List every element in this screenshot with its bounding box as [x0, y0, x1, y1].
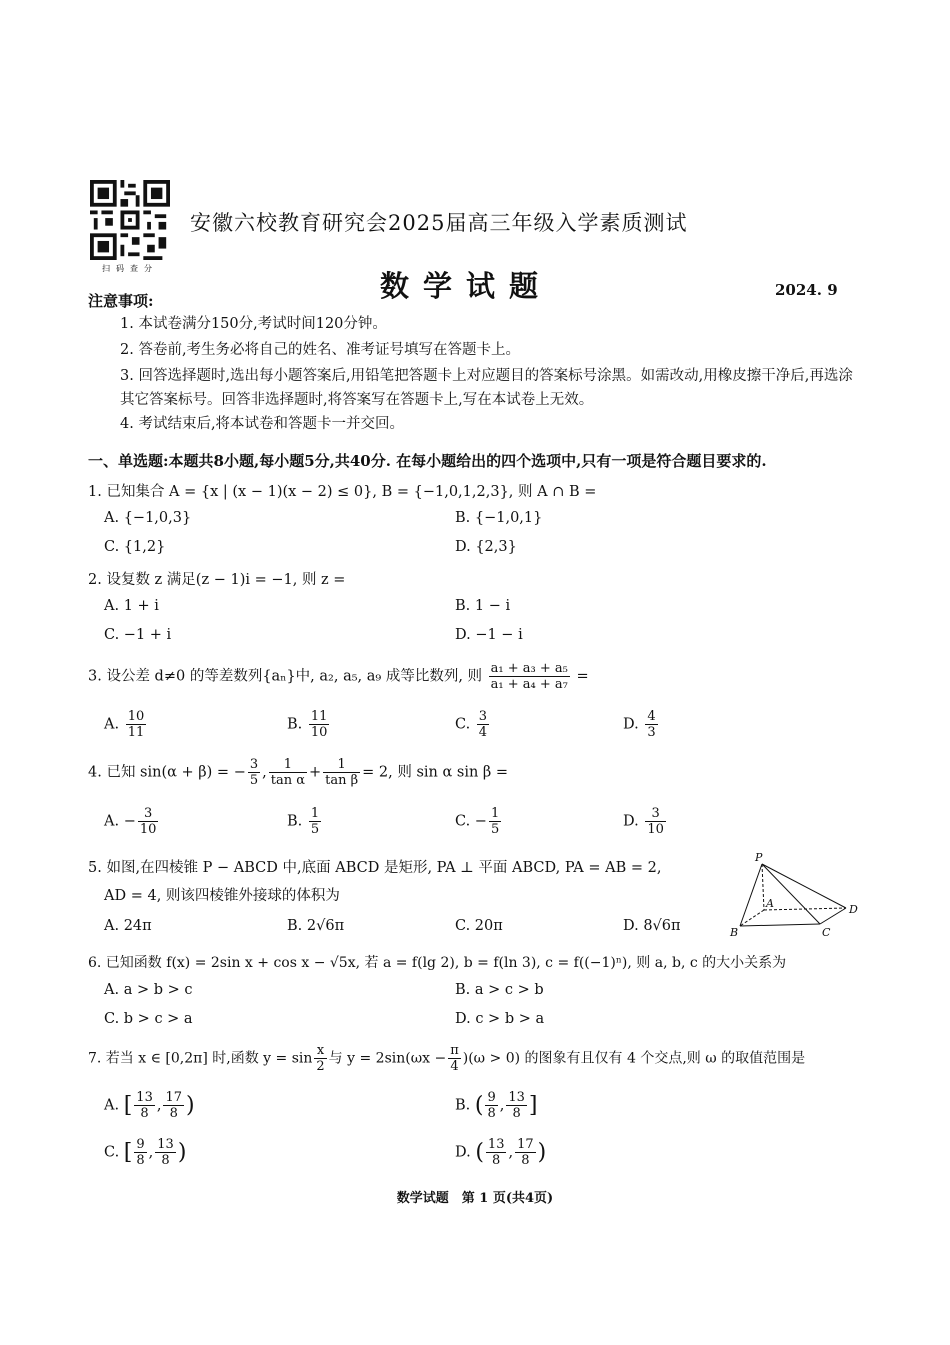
- q6-option-c: C. b > c > a: [104, 1011, 193, 1027]
- option-denominator: 10: [647, 822, 664, 837]
- option-numerator: 4: [647, 709, 656, 724]
- option-denominator: 5: [310, 822, 320, 837]
- question-5-line-2: AD = 4, 则该四棱锥外接球的体积为: [104, 888, 340, 904]
- option-numerator: 9: [136, 1137, 145, 1152]
- q4-f1-numerator: 3: [249, 757, 259, 772]
- option-denominator: 8: [512, 1106, 521, 1121]
- q7-text-end: )(ω > 0) 的图象有且仅有 4 个交点,则 ω 的取值范围是: [462, 1050, 806, 1067]
- q2-option-d: D. −1 − i: [455, 627, 523, 643]
- exam-title: 安徽六校教育研究会2025届高三年级入学素质测试: [190, 211, 688, 235]
- notice-item: 1. 本试卷满分150分,考试时间120分钟。: [120, 316, 387, 332]
- option-denominator: 8: [487, 1106, 496, 1121]
- q4-f3-denominator: tan β: [325, 773, 359, 788]
- question-2: 2. 设复数 z 满足(z − 1)i = −1, 则 z =: [88, 572, 346, 588]
- right-bracket: ): [177, 1140, 187, 1165]
- q7-option-b: B. ( $\frac{9}{8}$ , $\frac{13}{8}$ ]: [455, 1090, 538, 1121]
- option-numerator: 3: [138, 806, 159, 822]
- q1-option-a: A. {−1,0,3}: [104, 510, 192, 526]
- q7-option-d: D. ( $\frac{13}{8}$ , $\frac{17}{8}$ ): [455, 1137, 547, 1168]
- option-label: B.: [287, 813, 303, 830]
- q4-f1-denominator: 5: [249, 773, 259, 788]
- option-label: A. −: [104, 813, 136, 830]
- notice-heading: 注意事项:: [88, 292, 154, 310]
- q4-plus: +: [309, 764, 322, 781]
- q3-option-b: [287, 709, 331, 740]
- q4-option-c: [455, 806, 503, 837]
- q6-option-d: D. c > b > a: [455, 1011, 545, 1027]
- q7-f2-numerator: π: [450, 1043, 459, 1058]
- q3-text: 3. 设公差 d≠0 的等差数列{aₙ}中, a₂, a₅, a₉ 成等比数列, 则: [88, 668, 483, 685]
- qr-caption: 扫码查分: [102, 264, 158, 273]
- option-numerator: 17: [517, 1137, 534, 1152]
- q4-option-d: [623, 806, 668, 837]
- option-numerator: 13: [136, 1090, 153, 1105]
- q5-option-b: B. 2√6π: [287, 918, 345, 934]
- q3-option-d: [623, 709, 660, 740]
- option-label: D.: [623, 813, 639, 830]
- option-denominator: 8: [140, 1106, 149, 1121]
- option-denominator: 10: [139, 822, 157, 837]
- subject-title: 数学试题: [380, 269, 553, 303]
- option-label: A.: [104, 1097, 120, 1114]
- option-numerator: 13: [508, 1090, 525, 1105]
- qr-code: [90, 180, 170, 260]
- option-denominator: 8: [161, 1153, 170, 1168]
- option-label: D.: [455, 1144, 471, 1161]
- option-numerator: 3: [478, 709, 488, 724]
- q3-numerator: a₁ + a₃ + a₅: [490, 661, 568, 676]
- option-label: B.: [455, 1097, 471, 1114]
- q7-f1-denominator: 2: [316, 1059, 325, 1074]
- question-7: [88, 1043, 805, 1074]
- option-denominator: 4: [478, 725, 488, 740]
- option-numerator: 1: [310, 806, 320, 821]
- q3-equals: =: [576, 668, 589, 685]
- left-bracket: (: [475, 1140, 484, 1165]
- q3-denominator: a₁ + a₄ + a₇: [490, 677, 568, 692]
- vertex-p-label: P: [755, 851, 763, 864]
- q4-fraction-3: [323, 757, 360, 788]
- q6-option-b: B. a > c > b: [455, 982, 544, 998]
- option-denominator: 8: [169, 1106, 178, 1121]
- option-label: C.: [455, 716, 471, 733]
- vertex-c-label: C: [822, 926, 831, 939]
- q3-option-c: [455, 709, 491, 740]
- option-numerator: 13: [157, 1137, 174, 1152]
- q1-option-d: D. {2,3}: [455, 539, 517, 555]
- q1-option-b: B. {−1,0,1}: [455, 510, 543, 526]
- vertex-b-label: B: [730, 926, 739, 939]
- option-numerator: 13: [487, 1137, 505, 1152]
- q7-f1-numerator: x: [314, 1043, 326, 1059]
- q4-f2-numerator: 1: [269, 757, 307, 773]
- vertex-a-label: A: [766, 897, 774, 910]
- q6-option-a: A. a > b > c: [104, 982, 193, 998]
- notice-item: 4. 考试结束后,将本试卷和答题卡一并交回。: [120, 416, 405, 432]
- option-label: A.: [104, 716, 120, 733]
- question-6: 6. 已知函数 f(x) = 2sin x + cos x − √5x, 若 a = f(lg 2), b = f(ln 3), c = f((−1)ⁿ), 则 a, b, c 的大小关系为: [88, 955, 787, 971]
- option-label: C.: [104, 1144, 120, 1161]
- option-numerator: 11: [310, 709, 328, 724]
- q4-option-a: [104, 806, 160, 837]
- q7-option-c: C. [ $\frac{9}{8}$ , $\frac{13}{8}$ ): [104, 1137, 187, 1168]
- pyramid-figure: [728, 850, 863, 940]
- left-bracket: (: [474, 1093, 484, 1118]
- q4-fraction-2: [269, 757, 307, 788]
- option-numerator: 1: [490, 806, 500, 821]
- q5-option-d: D. 8√6π: [623, 918, 681, 934]
- q5-option-a: A. 24π: [104, 918, 152, 934]
- option-denominator: 8: [492, 1153, 501, 1168]
- q1-option-c: C. {1,2}: [104, 539, 166, 555]
- option-numerator: 9: [487, 1090, 496, 1105]
- left-bracket: [: [123, 1093, 133, 1118]
- option-numerator: 10: [127, 709, 145, 724]
- q4-fraction-1: [248, 757, 260, 788]
- q4-f3-numerator: 1: [323, 757, 360, 773]
- option-numerator: 3: [645, 806, 666, 822]
- notice-item: 3. 回答选择题时,选出每小题答案后,用铅笔把答题卡上对应题目的答案标号涂黑。如需改动,用橡皮擦干净后,再选涂其它答案标号。回答非选择题时,将答案写在答题卡上,写在本试卷上无效。: [120, 368, 853, 408]
- right-bracket: ): [186, 1093, 195, 1118]
- option-denominator: 8: [521, 1153, 530, 1168]
- question-5-line-1: 5. 如图,在四棱锥 P − ABCD 中,底面 ABCD 是矩形, PA ⊥ 平面 ABCD, PA = AB = 2,: [88, 860, 662, 876]
- option-denominator: 5: [490, 822, 500, 837]
- q7-f2-denominator: 4: [450, 1059, 459, 1074]
- left-bracket: [: [123, 1140, 133, 1165]
- page-footer: 数学试题 第 1 页(共4页): [396, 1191, 554, 1206]
- q3-option-a: [104, 709, 148, 740]
- option-denominator: 3: [647, 725, 656, 740]
- option-label: D.: [623, 716, 639, 733]
- q4-text: 4. 已知 sin(α + β) = −: [88, 764, 246, 781]
- q4-f2-denominator: tan α: [270, 773, 305, 788]
- exam-date: 2024. 9: [775, 281, 838, 299]
- q7-text: 7. 若当 x ∈ [0,2π] 时,函数 y = sin: [88, 1050, 313, 1067]
- q4-text-end: = 2, 则 sin α sin β =: [362, 764, 509, 781]
- q7-fraction-2: [448, 1043, 461, 1074]
- q2-option-a: A. 1 + i: [104, 598, 159, 614]
- q7-option-a: A. [ $\frac{13}{8}$ , $\frac{17}{8}$ ): [104, 1090, 195, 1121]
- question-1: 1. 已知集合 A = {x | (x − 1)(x − 2) ≤ 0}, B = {−1,0,1,2,3}, 则 A ∩ B =: [88, 484, 597, 500]
- vertex-d-label: D: [849, 903, 858, 916]
- option-denominator: 11: [127, 725, 145, 740]
- right-bracket: ): [537, 1140, 547, 1165]
- q2-option-c: C. −1 + i: [104, 627, 172, 643]
- q4-comma: ,: [262, 764, 267, 781]
- notice-item: 2. 答卷前,考生务必将自己的姓名、准考证号填写在答题卡上。: [120, 342, 521, 358]
- q4-option-b: [287, 806, 323, 837]
- q5-option-c: C. 20π: [455, 918, 503, 934]
- question-4: [88, 757, 508, 788]
- q7-fraction-1: [314, 1043, 326, 1074]
- q2-option-b: B. 1 − i: [455, 598, 511, 614]
- question-3: [88, 661, 589, 692]
- option-numerator: 17: [165, 1090, 182, 1105]
- option-label: B.: [287, 716, 303, 733]
- option-denominator: 8: [136, 1153, 145, 1168]
- section-heading: 一、单选题:本题共8小题,每小题5分,共40分. 在每小题给出的四个选项中,只有一项是符合题目要求的.: [88, 452, 767, 470]
- option-label: C. −: [455, 813, 487, 830]
- right-bracket: ]: [528, 1093, 538, 1118]
- q3-fraction: [489, 661, 570, 692]
- q7-text-mid: 与 y = 2sin(ωx −: [328, 1050, 447, 1067]
- option-denominator: 10: [310, 725, 328, 740]
